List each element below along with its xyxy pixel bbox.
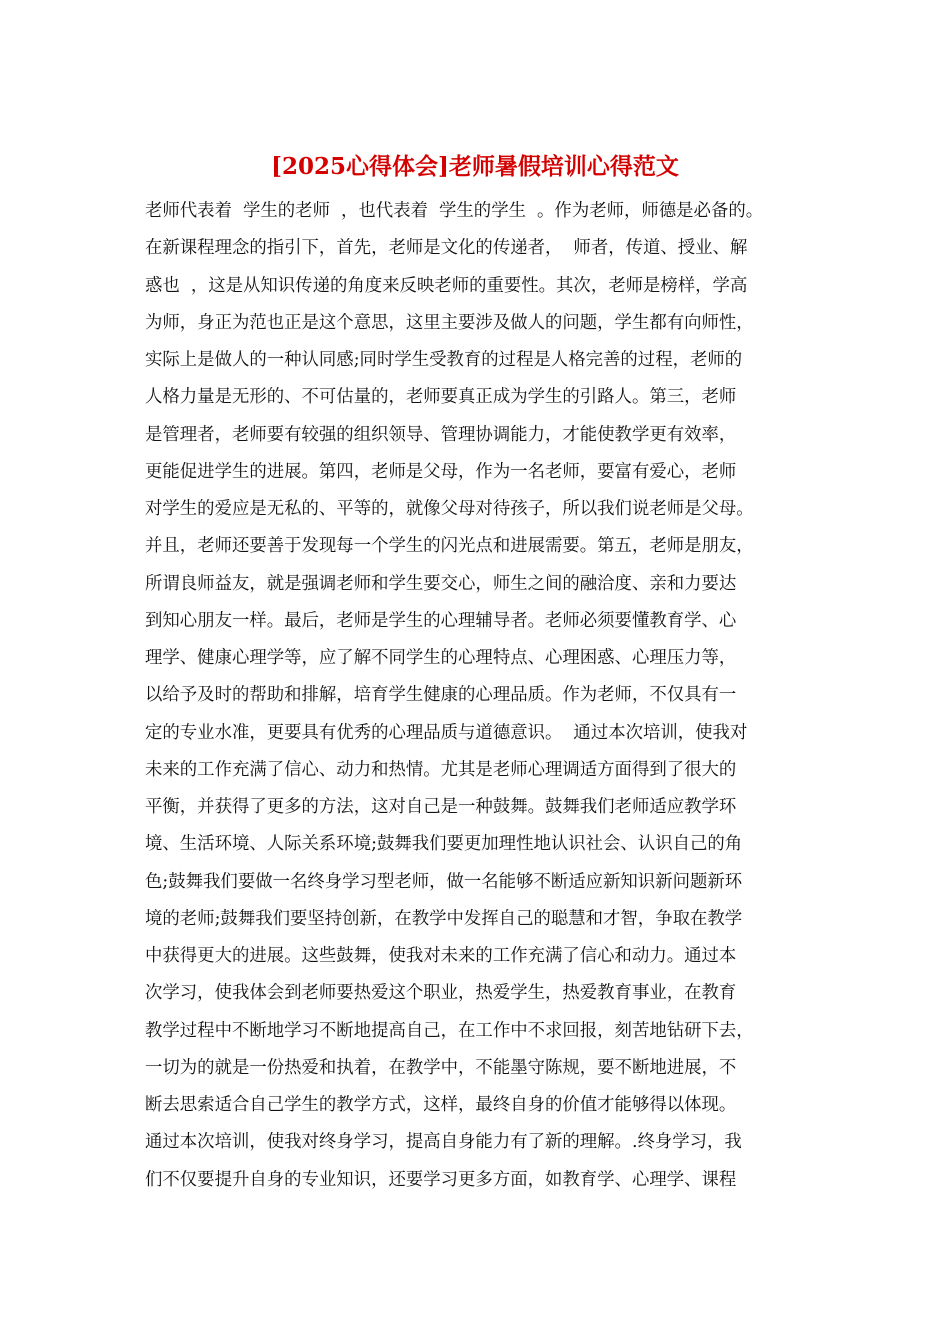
body-line: 在新课程理念的指引下，首先，老师是文化的传递者， 师者，传道、授业、解 (145, 238, 748, 259)
body-line: 境、生活环境、人际关系环境;鼓舞我们要更加理性地认识社会、认识自己的角 (145, 834, 743, 855)
body-line: 到知心朋友一样。最后，老师是学生的心理辅导者。老师必须要懂教育学、心 (145, 610, 737, 631)
body-line: 断去思索适合自己学生的教学方式，这样，最终自身的价值才能够得以体现。 (145, 1095, 737, 1115)
body-line: 定的专业水准，更要具有优秀的心理品质与道德意识。 通过本次培训，使我对 (145, 722, 748, 743)
body-line: 并且，老师还要善于发现每一个学生的闪光点和进展需要。第五，老师是朋友， (145, 536, 754, 557)
body-line: 是管理者，老师要有较强的组织领导、管理协调能力，才能使教学更有效率， (145, 424, 737, 445)
body-line: 为师，身正为范也正是这个意思，这里主要涉及做人的问题，学生都有向师性， (145, 312, 754, 333)
body-line: 次学习，使我体会到老师要热爱这个职业，热爱学生，热爱教育事业，在教育 (145, 983, 737, 1004)
body-line: 通过本次培训，使我对终身学习，提高自身能力有了新的理解。.终身学习，我 (145, 1132, 742, 1153)
document-title: [2025心得体会]老师暑假培训心得范文 (271, 153, 679, 180)
body-line: 以给予及时的帮助和排解，培育学生健康的心理品质。作为老师，不仅具有一 (145, 685, 737, 706)
body-line: 对学生的爱应是无私的、平等的，就像父母对待孩子，所以我们说老师是父母。 (145, 499, 754, 519)
body-line: 未来的工作充满了信心、动力和热情。尤其是老师心理调适方面得到了很大的 (145, 759, 737, 780)
body-line: 教学过程中不断地学习不断地提高自己，在工作中不求回报，刻苦地钻研下去， (145, 1020, 754, 1041)
body-line: 所谓良师益友，就是强调老师和学生要交心，师生之间的融洽度、亲和力要达 (145, 573, 737, 594)
body-line: 一切为的就是一份热爱和执着，在教学中，不能墨守陈规，要不断地进展，不 (145, 1057, 737, 1078)
body-line: 更能促进学生的进展。第四，老师是父母，作为一名老师，要富有爱心，老师 (145, 461, 737, 482)
document-body (145, 193, 815, 1199)
body-line: 境的老师;鼓舞我们要坚持创新，在教学中发挥自己的聪慧和才智，争取在教学 (145, 908, 743, 929)
body-line: 老师代表着 学生的老师 ，也代表着 学生的学生 。作为老师，师德是必备的。 (145, 201, 764, 221)
body-line: 人格力量是无形的、不可估量的，老师要真正成为学生的引路人。第三，老师 (145, 387, 737, 408)
body-line: 们不仅要提升自身的专业知识，还要学习更多方面，如教育学、心理学、课程 (145, 1169, 737, 1190)
body-line: 中获得更大的进展。这些鼓舞，使我对未来的工作充满了信心和动力。通过本 (145, 946, 737, 966)
body-line: 色;鼓舞我们要做一名终身学习型老师，做一名能够不断适应新知识新问题新环 (145, 871, 743, 892)
body-line: 惑也 ，这是从知识传递的角度来反映老师的重要性。其次，老师是榜样，学高 (145, 275, 748, 296)
body-line: 实际上是做人的一种认同感;同时学生受教育的过程是人格完善的过程，老师的 (145, 350, 743, 370)
body-line: 平衡，并获得了更多的方法，这对自己是一种鼓舞。鼓舞我们老师适应教学环 (145, 797, 737, 817)
body-line: 理学、健康心理学等，应了解不同学生的心理特点、心理困惑、心理压力等， (145, 648, 737, 668)
